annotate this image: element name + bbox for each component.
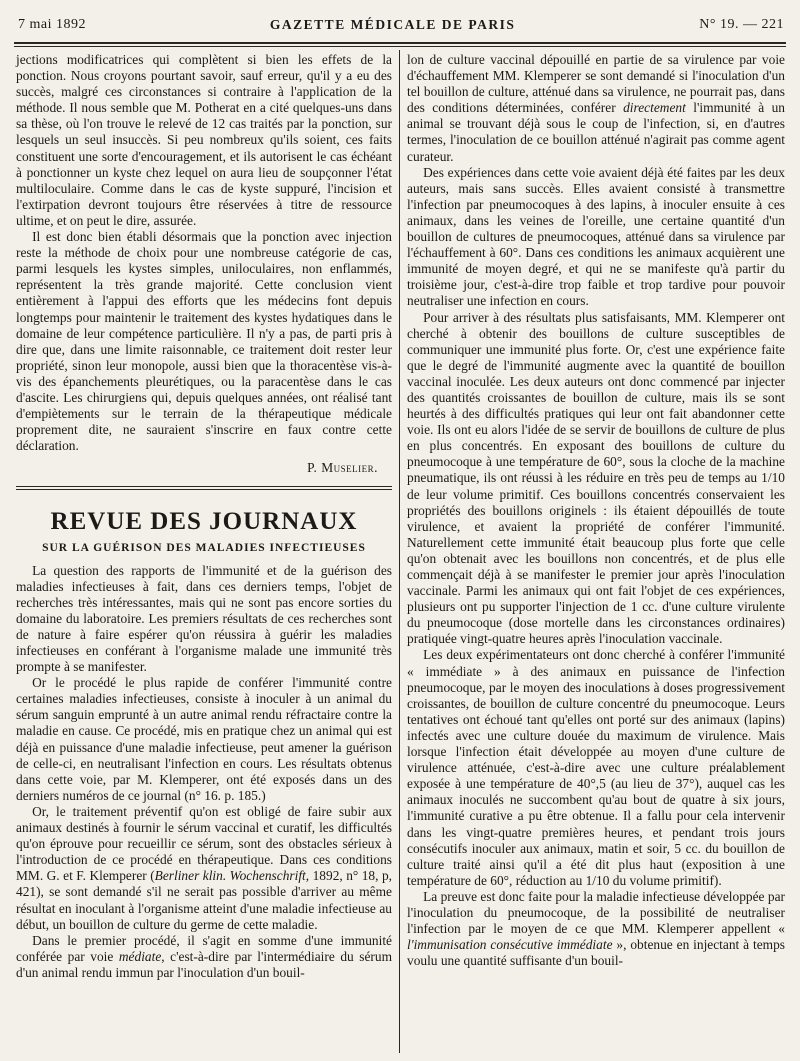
text-run: », obtenue en injectant à temps voulu une quantité suffisante d'un bouil- xyxy=(407,937,785,969)
text-run: La preuve est donc faite pour la maladie infectieuse développée par l'inoculation du pneumocoque, de la possibilité de neutraliser l'infection par le moyen de ce que MM. Klemperer appellent « xyxy=(407,888,785,937)
paragraph: Or le procédé le plus rapide de conférer l'immunité contre certaines maladies infectieuses, consiste à inoculer à un animal du sérum sanguin emprunté à un autre animal rendu réfractaire contre la maladie en cause. Ce procédé, mis en pratique chez un animal qui est déjà en puissance d'une maladie infectieuse, peut amener la guérison de celle-ci, en neutralisant l'infection en cours. Les résultats obtenus dans cette voie, par M. Klemperer, ont été exposés dans un des derniers numéros de ce journal (n° 16. p. 185.) xyxy=(16,675,392,803)
section-subtitle: SUR LA GUÉRISON DES MALADIES INFECTIEUSES xyxy=(42,542,366,555)
paragraph: Pour arriver à des résultats plus satisfaisants, MM. Klemperer ont cherché à obtenir des bouillons de culture susceptibles de communiquer une immunité plus forte. Or, c'est une expérience faite que le degré de l'immunité augmente avec la quantité de bouillon vaccinal inoculée. Les deux auteurs ont donc commencé par injecter des quantités croissantes de bouillon de culture, mais ils se sont heurtés à des difficultés pratiques qui leur ont fait abandonner cette voie. Ils ont eu alors l'idée de se servir de bouillons de culture de plus en plus concentrés. En exposant des bouillons de culture du pneumocoque à une température de 60°, sous la cloche de la machine pneumatique, ils ont réussi à les réduire en très peu de temps au 1/10 de leur volume primitif. Ces bouillons concentrés conservaient les propriétés des bouillons originels : ils étaient dépouillés de toute virulence, et avaient la propriété de conférer l'immunité. Naturellement cette immunité était beaucoup plus forte que celle qu'on obtenait avec les bouillons non concentrés, et de plus elle commençait déjà à se manifester le premier jour après l'inoculation vaccinale. Parmi les animaux qui ont fait l'objet de ces expériences, plusieurs ont pu supporter l'injection de 1 cc. d'une culture virulente du pneumocoque (dose mortelle dans les circonstances ordinaires) pratiquée vingt-quatre heures après l'inoculation vaccinale. xyxy=(407,309,785,647)
paragraph: Des expériences dans cette voie avaient déjà été faites par les deux auteurs, mais sans succès. Elles avaient consisté à transmettre l'infection par pneumocoques à des lapins, à inoculer ensuite à ces animaux, dans les veines de l'oreille, une certaine quantité d'un bouillon de cultures de pneumocoques, atténué dans sa virulence par l'échauffement à 60°. Dans ces conditions les animaux acquièrent une immunité de moyen degré, et qui ne se manifeste qu'à partir du troisième jour, c'est-à-dire trop faible et trop tardive pour pouvoir neutraliser une infection en cours. xyxy=(407,164,785,309)
citation: Berliner klin. Wochenschrift xyxy=(154,868,306,884)
column-divider xyxy=(399,50,400,1053)
paragraph: La question des rapports de l'immunité et de la guérison des maladies infectieuses à fait, dans ces derniers temps, l'objet de recherches très intéressantes, mais qui ne sont pas encore sorties du domaine du laboratoire. Les premiers résultats de ces recherches sont de nature à faire espérer qu'on réussira à guérir les maladies infectieuses en conférant à l'organisme malade une immunité très prompte à se manifester. xyxy=(16,562,392,675)
emphasis: l'immunisation consécutive immédiate xyxy=(407,937,613,953)
paragraph xyxy=(407,889,785,969)
page-header xyxy=(18,12,784,38)
header-date: 7 mai 1892 xyxy=(18,17,86,32)
paragraph: Les deux expérimentateurs ont donc cherché à conférer l'immunité « immédiate » à des animaux en puissance de l'infection pneumocoque, par le moyen des inoculations à doses progressivement croissantes, de bouillon de culture concentré du pneumocoque. Leurs tentatives ont échoué tant qu'elles ont porté sur des animaux (lapins) infectés avec une culture douée du maximum de virulence. Mais lorsque l'infection était développée au moyen d'une culture de virulence atténuée, c'est-à-dire avec une culture préalablement exposée à une température de 40°,5 (au lieu de 37°), auquel cas les animaux inoculés ne succombent qu'au bout de quatre à six jours, l'immunité curative a pu être obtenue. Il a fallu pour cela intervenir dans les vingt-quatre premières heures, et pendant trois jours consécutifs inoculer aux animaux, matin et soir, 5 cc. du bouillon de culture traité ainsi qu'il a été dit plus haut (exposition à une température de 60°, réduction au 1/10 du volume primitif). xyxy=(407,647,785,888)
text-run: , 1892, n° 18, p, 421), se sont demandé s'il ne serait pas possible d'arriver au même résultat en inoculant à l'organisme atteint d'une maladie infectieuse au début, un bouillon de culture du germe de cette maladie. xyxy=(16,868,392,932)
paragraph xyxy=(16,804,392,933)
section-rule-thin xyxy=(16,489,392,490)
section-rule xyxy=(16,486,392,487)
journal-title: GAZETTE MÉDICALE DE PARIS xyxy=(269,17,516,32)
emphasis: directement xyxy=(623,100,686,116)
text-run: l'immunité à un animal se trouvant déjà sous le coup de l'infection, si, en d'autres termes, l'inoculation de ce bouillon atténué n'agirait pas comme agent curateur. xyxy=(407,100,785,164)
emphasis: médiate xyxy=(118,948,162,964)
text-run: Dans le premier procédé, il s'agit en somme d'une immunité conférée par voie xyxy=(16,932,392,964)
issue-number: N° 19. — 221 xyxy=(699,17,784,32)
right-column xyxy=(407,52,785,969)
paragraph: Il est donc bien établi désormais que la ponction avec injection reste la méthode de choix pour une nombreuse catégorie de cas, parmi lesquels les kystes simples, uniloculaires, non enflammés, représentent la très grande majorité. Cette conclusion vient entièrement à l'appui des efforts que les médecins font depuis longtemps pour maintenir le traitement des kystes hydatiques dans le domaine de leur compétence particulière. Il n'y a pas, de parti pris à dire que, dans une limite raisonnable, ce traitement doit rester leur propriété, sinon leur monopole, aussi bien que la thoracentèse vis-à-vis des épanchements pleurétiques, ou la paracentèse dans le cas d'ascite. Les chirurgiens qui, depuis quelques années, ont réalisé tant d'empiètements sur le terrain de la thérapeutique médicale proprement dite, ne sauraient s'inscrire en faux contre cette déclaration. xyxy=(16,229,392,454)
author-signature: P. Muselier. xyxy=(307,460,378,476)
left-column xyxy=(16,52,392,981)
section-title: REVUE DES JOURNAUX xyxy=(50,508,358,536)
header-rule-thin xyxy=(14,46,786,47)
paragraph xyxy=(16,933,392,981)
header-rule xyxy=(14,42,786,44)
text-run: lon de culture vaccinal dépouillé en partie de sa virulence par voie d'échauffement MM. Klemperer se sont demandé si l'inoculation d'un tel bouillon de culture, atténué dans sa virulence, ne pourrait pas, dans des conditions déterminées, conférer xyxy=(407,52,785,116)
paragraph: jections modificatrices qui complètent si bien les effets de la ponction. Nous croyons pourtant savoir, sauf erreur, qu'il y a eu des succès, malgré ces circonstances si contraire à l'application de la méthode. Il nous semble que M. Potherat en a cité quelques-uns dans sa thèse, où l'on trouve le relevé de 12 cas traités par la ponction, sur lesquels un seul insuccès. Si peu nombreux qu'ils soient, ces faits constituent une sorte d'encouragement, et ils autorisent le cas échéant à ponctionner un kyste chez lequel on aura lieu de soupçonner l'état multiloculaire. Comme dans le cas de kyste suppuré, l'incision et l'extirpation devront toujours être réservées à titre de ressource ultime, et on peut le dire, assurée. xyxy=(16,52,392,228)
paragraph xyxy=(407,52,785,165)
text-run: , c'est-à-dire par l'intermédiaire du sérum d'un animal rendu immun par l'inoculation d'un bouil- xyxy=(16,948,393,980)
text-run: Or, le traitement préventif qu'on est obligé de faire subir aux animaux destinés à fournir le sérum vaccinal et curatif, les difficultés qu'on éprouve pour recueillir ce sérum, sont des obstacles sérieux à l'introduction de ce procédé en thérapeutique. Dans ces conditions MM. G. et F. Klemperer ( xyxy=(16,803,392,884)
